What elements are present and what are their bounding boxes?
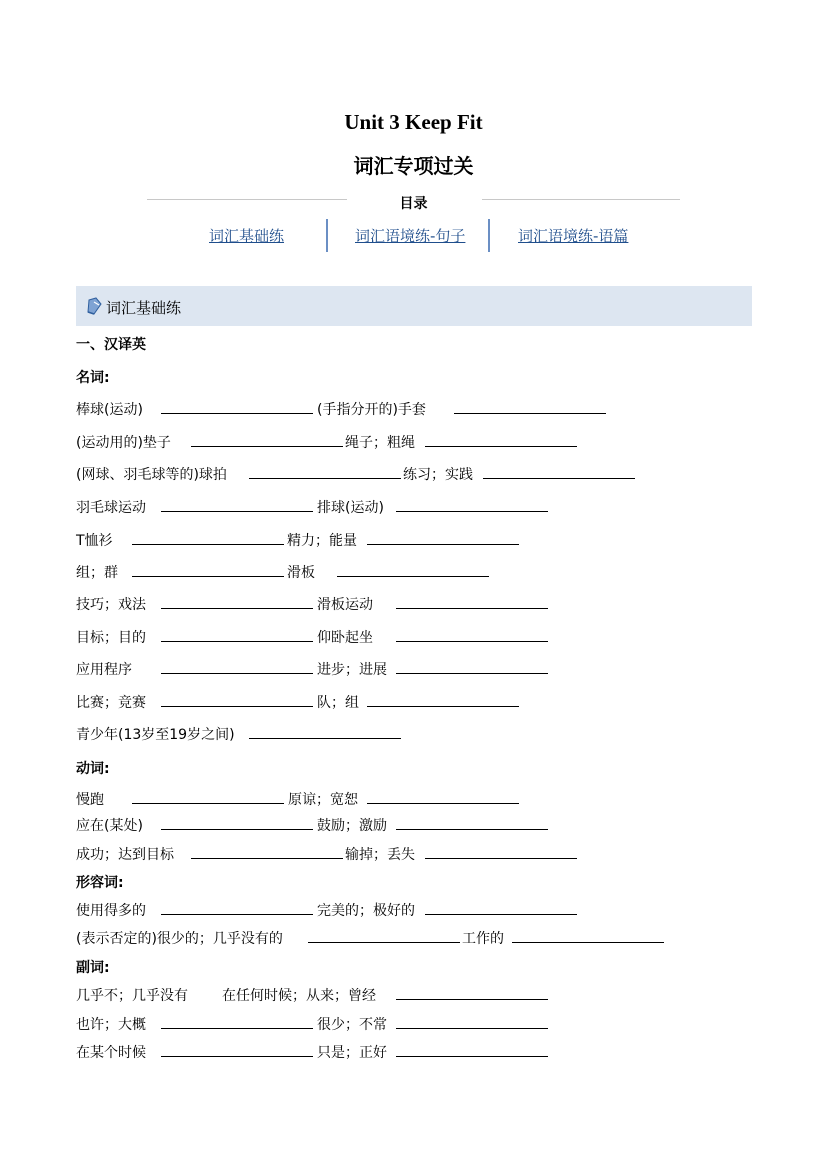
section-banner	[76, 286, 752, 326]
toc-link-passage[interactable]: 词汇语境练-语篇	[518, 227, 629, 245]
term-label: 慢跑	[76, 792, 104, 808]
answer-blank[interactable]	[512, 928, 664, 943]
answer-blank[interactable]	[367, 789, 519, 804]
answer-blank[interactable]	[396, 985, 548, 1000]
answer-blank[interactable]	[161, 399, 313, 414]
answer-blank[interactable]	[396, 497, 548, 512]
answer-blank[interactable]	[161, 1042, 313, 1057]
term-label: (网球、羽毛球等的)球拍	[76, 467, 227, 483]
term-label: T恤衫	[76, 533, 113, 549]
answer-blank[interactable]	[396, 659, 548, 674]
term-label: 技巧；戏法	[76, 597, 146, 613]
answer-blank[interactable]	[161, 1014, 313, 1029]
toc-separator	[488, 219, 490, 252]
page-subtitle: 词汇专项过关	[353, 154, 474, 178]
answer-blank[interactable]	[337, 562, 489, 577]
term-label: (手指分开的)手套	[317, 402, 426, 418]
toc-link-sentence[interactable]: 词汇语境练-句子	[355, 227, 466, 245]
term-label: 精力；能量	[287, 533, 357, 549]
answer-blank[interactable]	[425, 844, 577, 859]
answer-blank[interactable]	[161, 659, 313, 674]
answer-blank[interactable]	[425, 900, 577, 915]
answer-blank[interactable]	[161, 815, 313, 830]
term-label: 在某个时候	[76, 1045, 146, 1061]
answer-blank[interactable]	[132, 562, 284, 577]
answer-blank[interactable]	[161, 627, 313, 642]
answer-blank[interactable]	[249, 464, 401, 479]
term-label: 进步；进展	[317, 662, 387, 678]
answer-blank[interactable]	[396, 1042, 548, 1057]
term-label: 使用得多的	[76, 903, 146, 919]
toc-divider-right	[482, 199, 680, 200]
term-label: 滑板	[287, 565, 315, 581]
term-label: 练习；实践	[403, 467, 473, 483]
term-label: (表示否定的)很少的；几乎没有的	[76, 931, 283, 947]
answer-blank[interactable]	[367, 692, 519, 707]
section-banner-label: 词汇基础练	[106, 299, 182, 317]
term-label: 很少；不常	[317, 1017, 387, 1033]
answer-blank[interactable]	[396, 1014, 548, 1029]
term-label: 比赛；竞赛	[76, 695, 146, 711]
answer-blank[interactable]	[396, 627, 548, 642]
answer-blank[interactable]	[396, 815, 548, 830]
answer-blank[interactable]	[191, 432, 343, 447]
term-label: 青少年(13岁至19岁之间)	[76, 727, 235, 743]
term-label: (运动用的)垫子	[76, 435, 171, 451]
term-label: 应在(某处)	[76, 818, 143, 834]
term-label: 输掉；丢失	[345, 847, 415, 863]
term-label: 完美的；极好的	[317, 903, 415, 919]
toc-title: 目录	[399, 196, 428, 212]
answer-blank[interactable]	[454, 399, 606, 414]
term-label: 几乎不；几乎没有	[76, 988, 188, 1004]
part-heading: 一、汉译英	[76, 337, 146, 353]
term-label: 工作的	[462, 931, 504, 947]
term-label: 排球(运动)	[317, 500, 384, 516]
category-verbs: 动词:	[76, 761, 110, 777]
term-label: 成功；达到目标	[76, 847, 174, 863]
answer-blank[interactable]	[132, 530, 284, 545]
term-label: 应用程序	[76, 662, 132, 678]
term-label: 队；组	[317, 695, 359, 711]
pencil-book-icon	[86, 296, 104, 316]
page-title: Unit 3 Keep Fit	[344, 110, 483, 134]
toc-separator	[326, 219, 328, 252]
term-label: 也许；大概	[76, 1017, 146, 1033]
toc-link-basic[interactable]: 词汇基础练	[209, 227, 285, 245]
answer-blank[interactable]	[249, 724, 401, 739]
answer-blank[interactable]	[161, 594, 313, 609]
answer-blank[interactable]	[396, 594, 548, 609]
term-label: 鼓励；激励	[317, 818, 387, 834]
term-label: 棒球(运动)	[76, 402, 143, 418]
answer-blank[interactable]	[367, 530, 519, 545]
answer-blank[interactable]	[191, 844, 343, 859]
term-label: 目标；目的	[76, 630, 146, 646]
answer-blank[interactable]	[161, 692, 313, 707]
answer-blank[interactable]	[132, 789, 284, 804]
answer-blank[interactable]	[161, 900, 313, 915]
term-label: 绳子；粗绳	[345, 435, 415, 451]
category-adjectives: 形容词:	[76, 875, 124, 891]
answer-blank[interactable]	[483, 464, 635, 479]
category-nouns: 名词:	[76, 370, 110, 386]
term-label: 在任何时候；从来；曾经	[222, 988, 376, 1004]
category-adverbs: 副词:	[76, 960, 110, 976]
term-label: 羽毛球运动	[76, 500, 146, 516]
term-label: 原谅；宽恕	[288, 792, 358, 808]
term-label: 组；群	[76, 565, 118, 581]
term-label: 只是；正好	[317, 1045, 387, 1061]
answer-blank[interactable]	[161, 497, 313, 512]
answer-blank[interactable]	[308, 928, 460, 943]
term-label: 滑板运动	[317, 597, 373, 613]
term-label: 仰卧起坐	[317, 630, 373, 646]
answer-blank[interactable]	[425, 432, 577, 447]
